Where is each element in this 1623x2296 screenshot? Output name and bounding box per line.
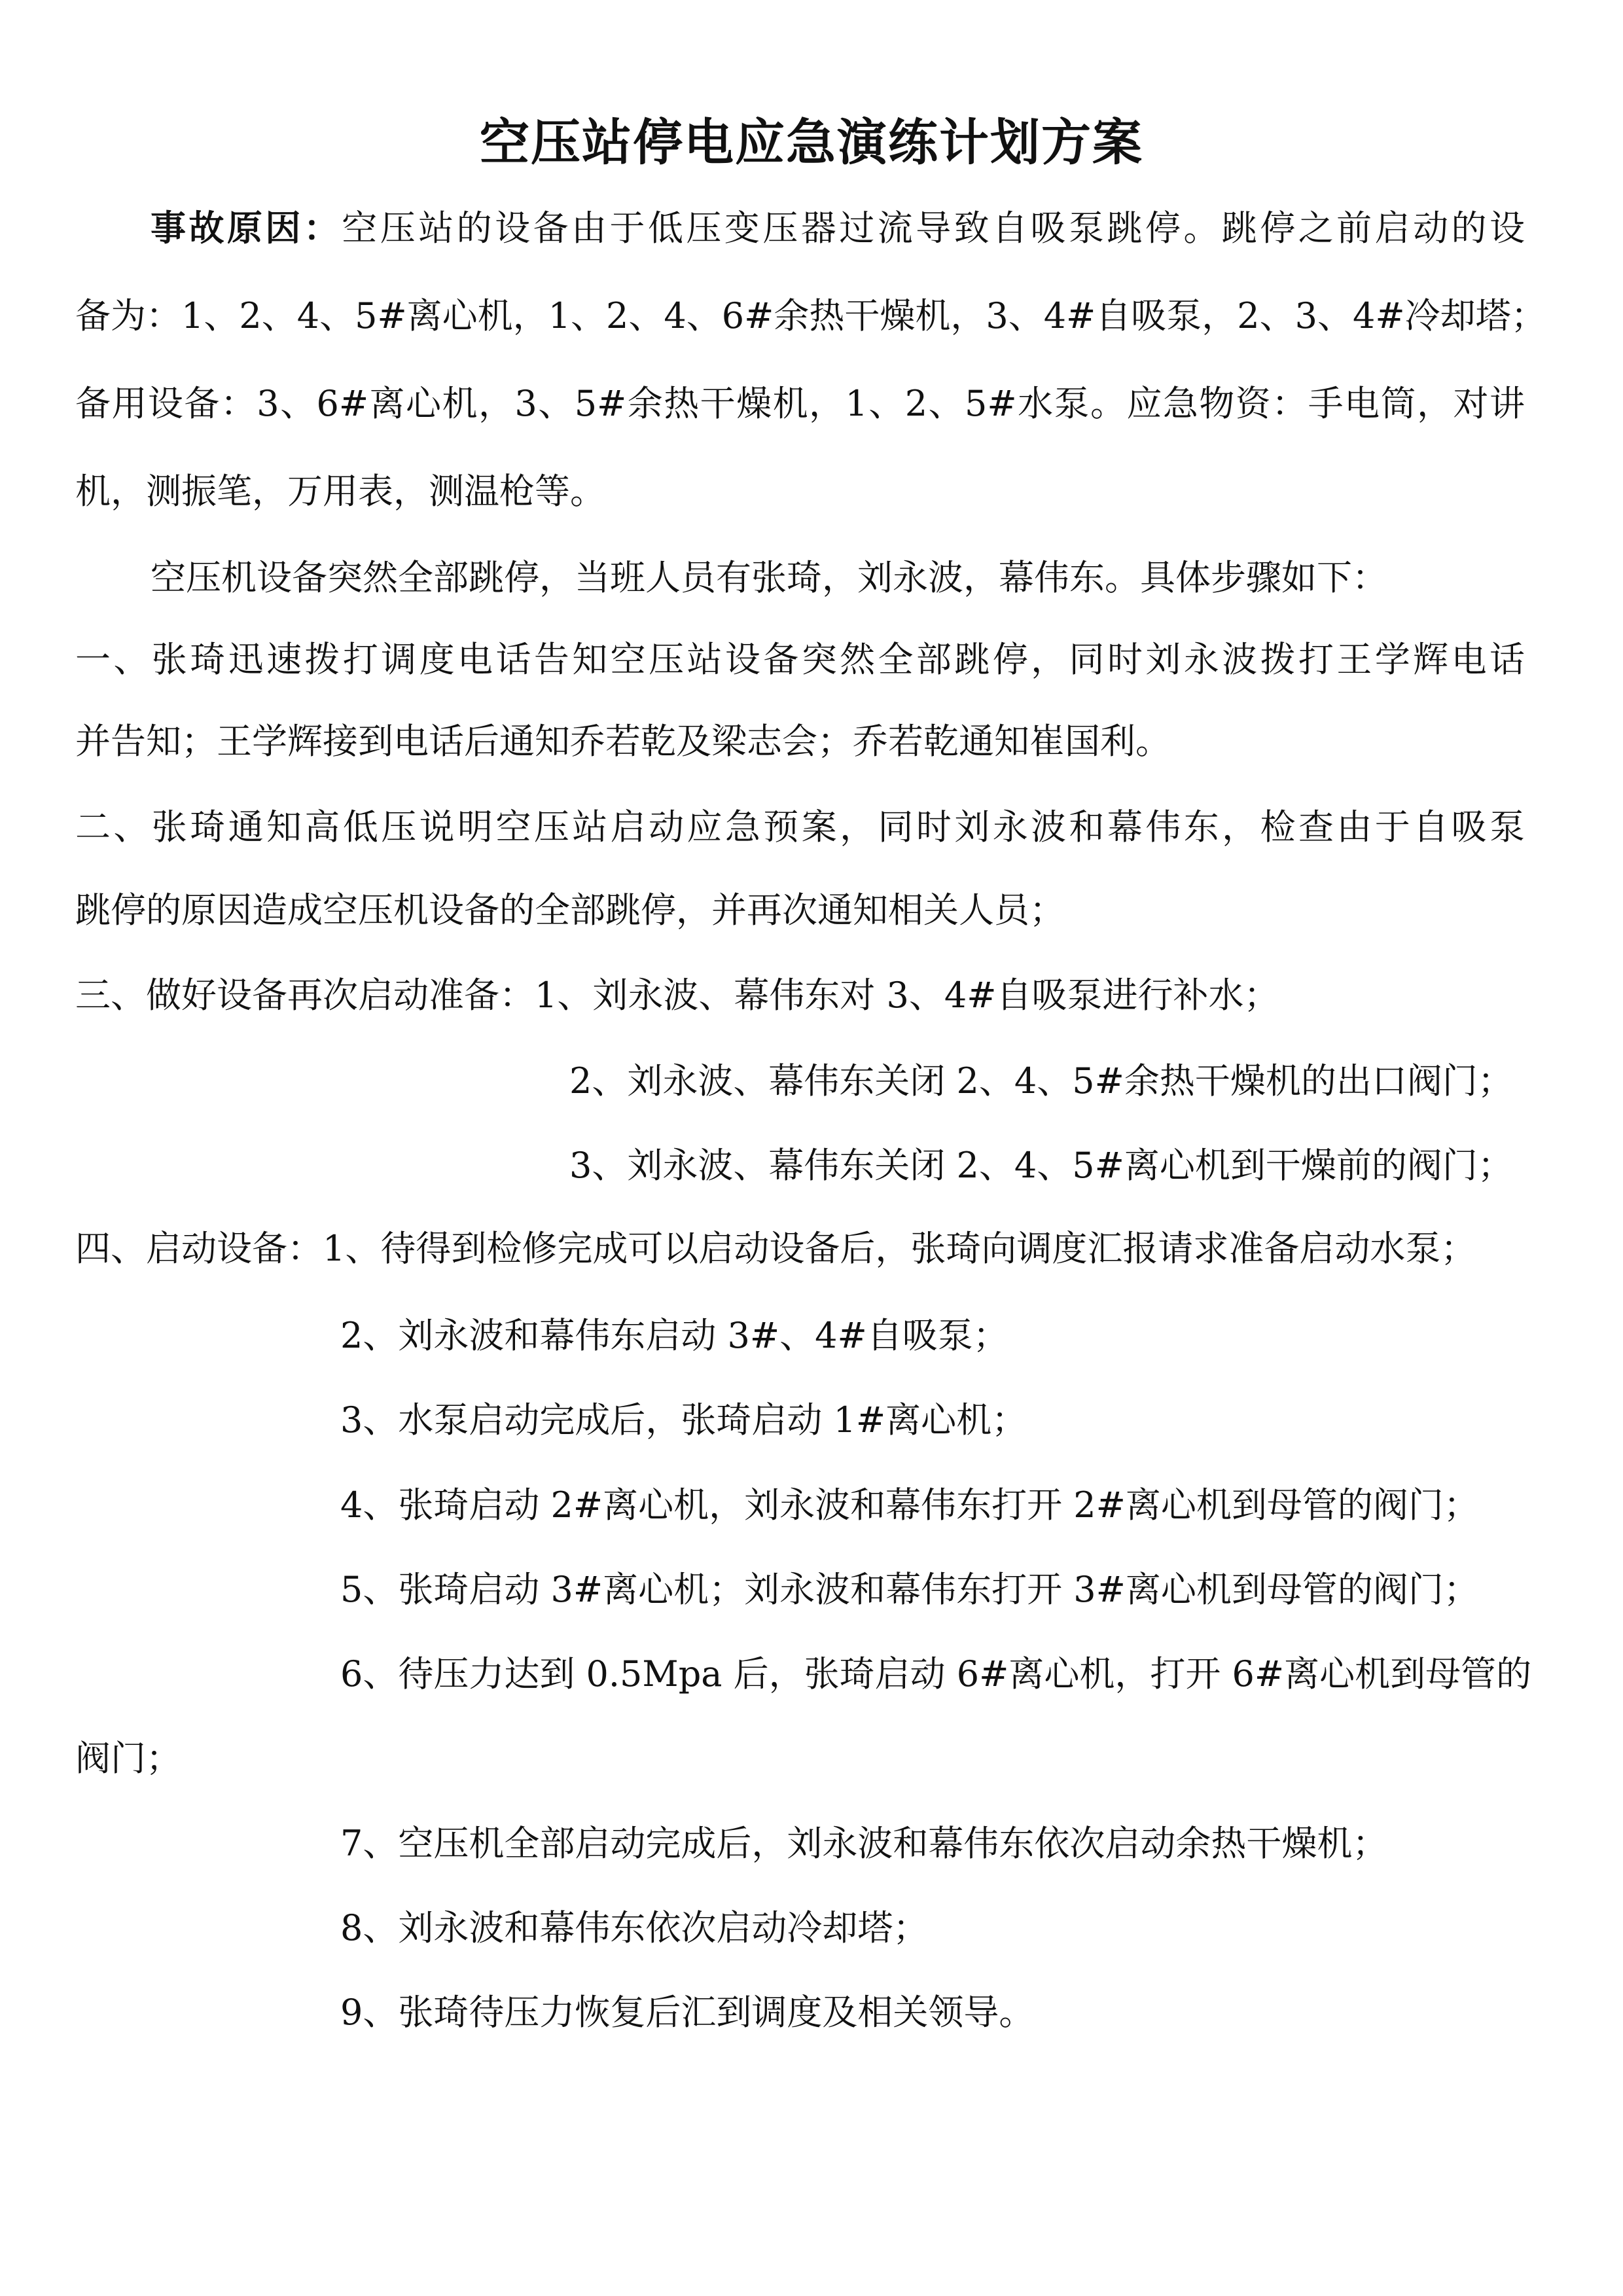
step2-line-2: 跳停的原因造成空压机设备的全部跳停，并再次通知相关人员； [75, 889, 1065, 931]
cause-line-4: 机，测振笔，万用表，测温枪等。 [75, 471, 605, 512]
step1-line-1: 一、张琦迅速拨打调度电话告知空压站设备突然全部跳停，同时刘永波拨打王学辉电话 [75, 639, 1525, 680]
intro-line: 空压机设备突然全部跳停，当班人员有张琦，刘永波，幕伟东。具体步骤如下： [151, 557, 1387, 598]
cause-line-3: 备用设备：3、6#离心机，3、5#余热干燥机，1、2、5#水泵。应急物资：手电筒，对讲 [75, 383, 1525, 424]
step3-line-2: 2、刘永波、幕伟东关闭 2、4、5#余热干燥机的出口阀门； [569, 1060, 1513, 1102]
step3-line-3: 3、刘永波、幕伟东关闭 2、4、5#离心机到干燥前的阀门； [569, 1145, 1513, 1186]
cause-line-2: 备为：1、2、4、5#离心机，1、2、4、6#余热干燥机，3、4#自吸泵，2、3、4#冷却塔； [75, 295, 1546, 336]
step4-item-6b: 阀门； [75, 1738, 181, 1779]
step4-item-7: 7、空压机全部启动完成后，刘永波和幕伟东依次启动余热干燥机； [340, 1823, 1388, 1864]
step4-item-2: 2、刘永波和幕伟东启动 3#、4#自吸泵； [340, 1315, 1008, 1356]
cause-text-1: 空压站的设备由于低压变压器过流导致自吸泵跳停。跳停之前启动的设 [342, 207, 1525, 249]
step2-line-1: 二、张琦通知高低压说明空压站启动应急预案，同时刘永波和幕伟东，检查由于自吸泵 [75, 806, 1525, 848]
cause-label: 事故原因： [151, 207, 342, 249]
step4-item-9: 9、张琦待压力恢复后汇到调度及相关领导。 [340, 1992, 1035, 2033]
step1-line-2: 并告知；王学辉接到电话后通知乔若乾及梁志会；乔若乾通知崔国利。 [75, 721, 1171, 762]
step4-line-1: 四、启动设备：1、待得到检修完成可以启动设备后，张琦向调度汇报请求准备启动水泵； [75, 1228, 1476, 1269]
step4-item-4: 4、张琦启动 2#离心机，刘永波和幕伟东打开 2#离心机到母管的阀门； [340, 1484, 1479, 1526]
step4-item-8: 8、刘永波和幕伟东依次启动冷却塔； [340, 1907, 929, 1948]
cause-line-1 [151, 202, 1525, 255]
document-title: 空压站停电应急演练计划方案 [480, 113, 1143, 171]
step4-item-6a: 6、待压力达到 0.5Mpa 后，张琦启动 6#离心机，打开 6#离心机到母管的 [340, 1653, 1532, 1695]
step4-item-3: 3、水泵启动完成后，张琦启动 1#离心机； [340, 1399, 1027, 1441]
step4-item-5: 5、张琦启动 3#离心机；刘永波和幕伟东打开 3#离心机到母管的阀门； [340, 1569, 1479, 1610]
step3-line-1: 三、做好设备再次启动准备：1、刘永波、幕伟东对 3、4#自吸泵进行补水； [75, 975, 1279, 1016]
